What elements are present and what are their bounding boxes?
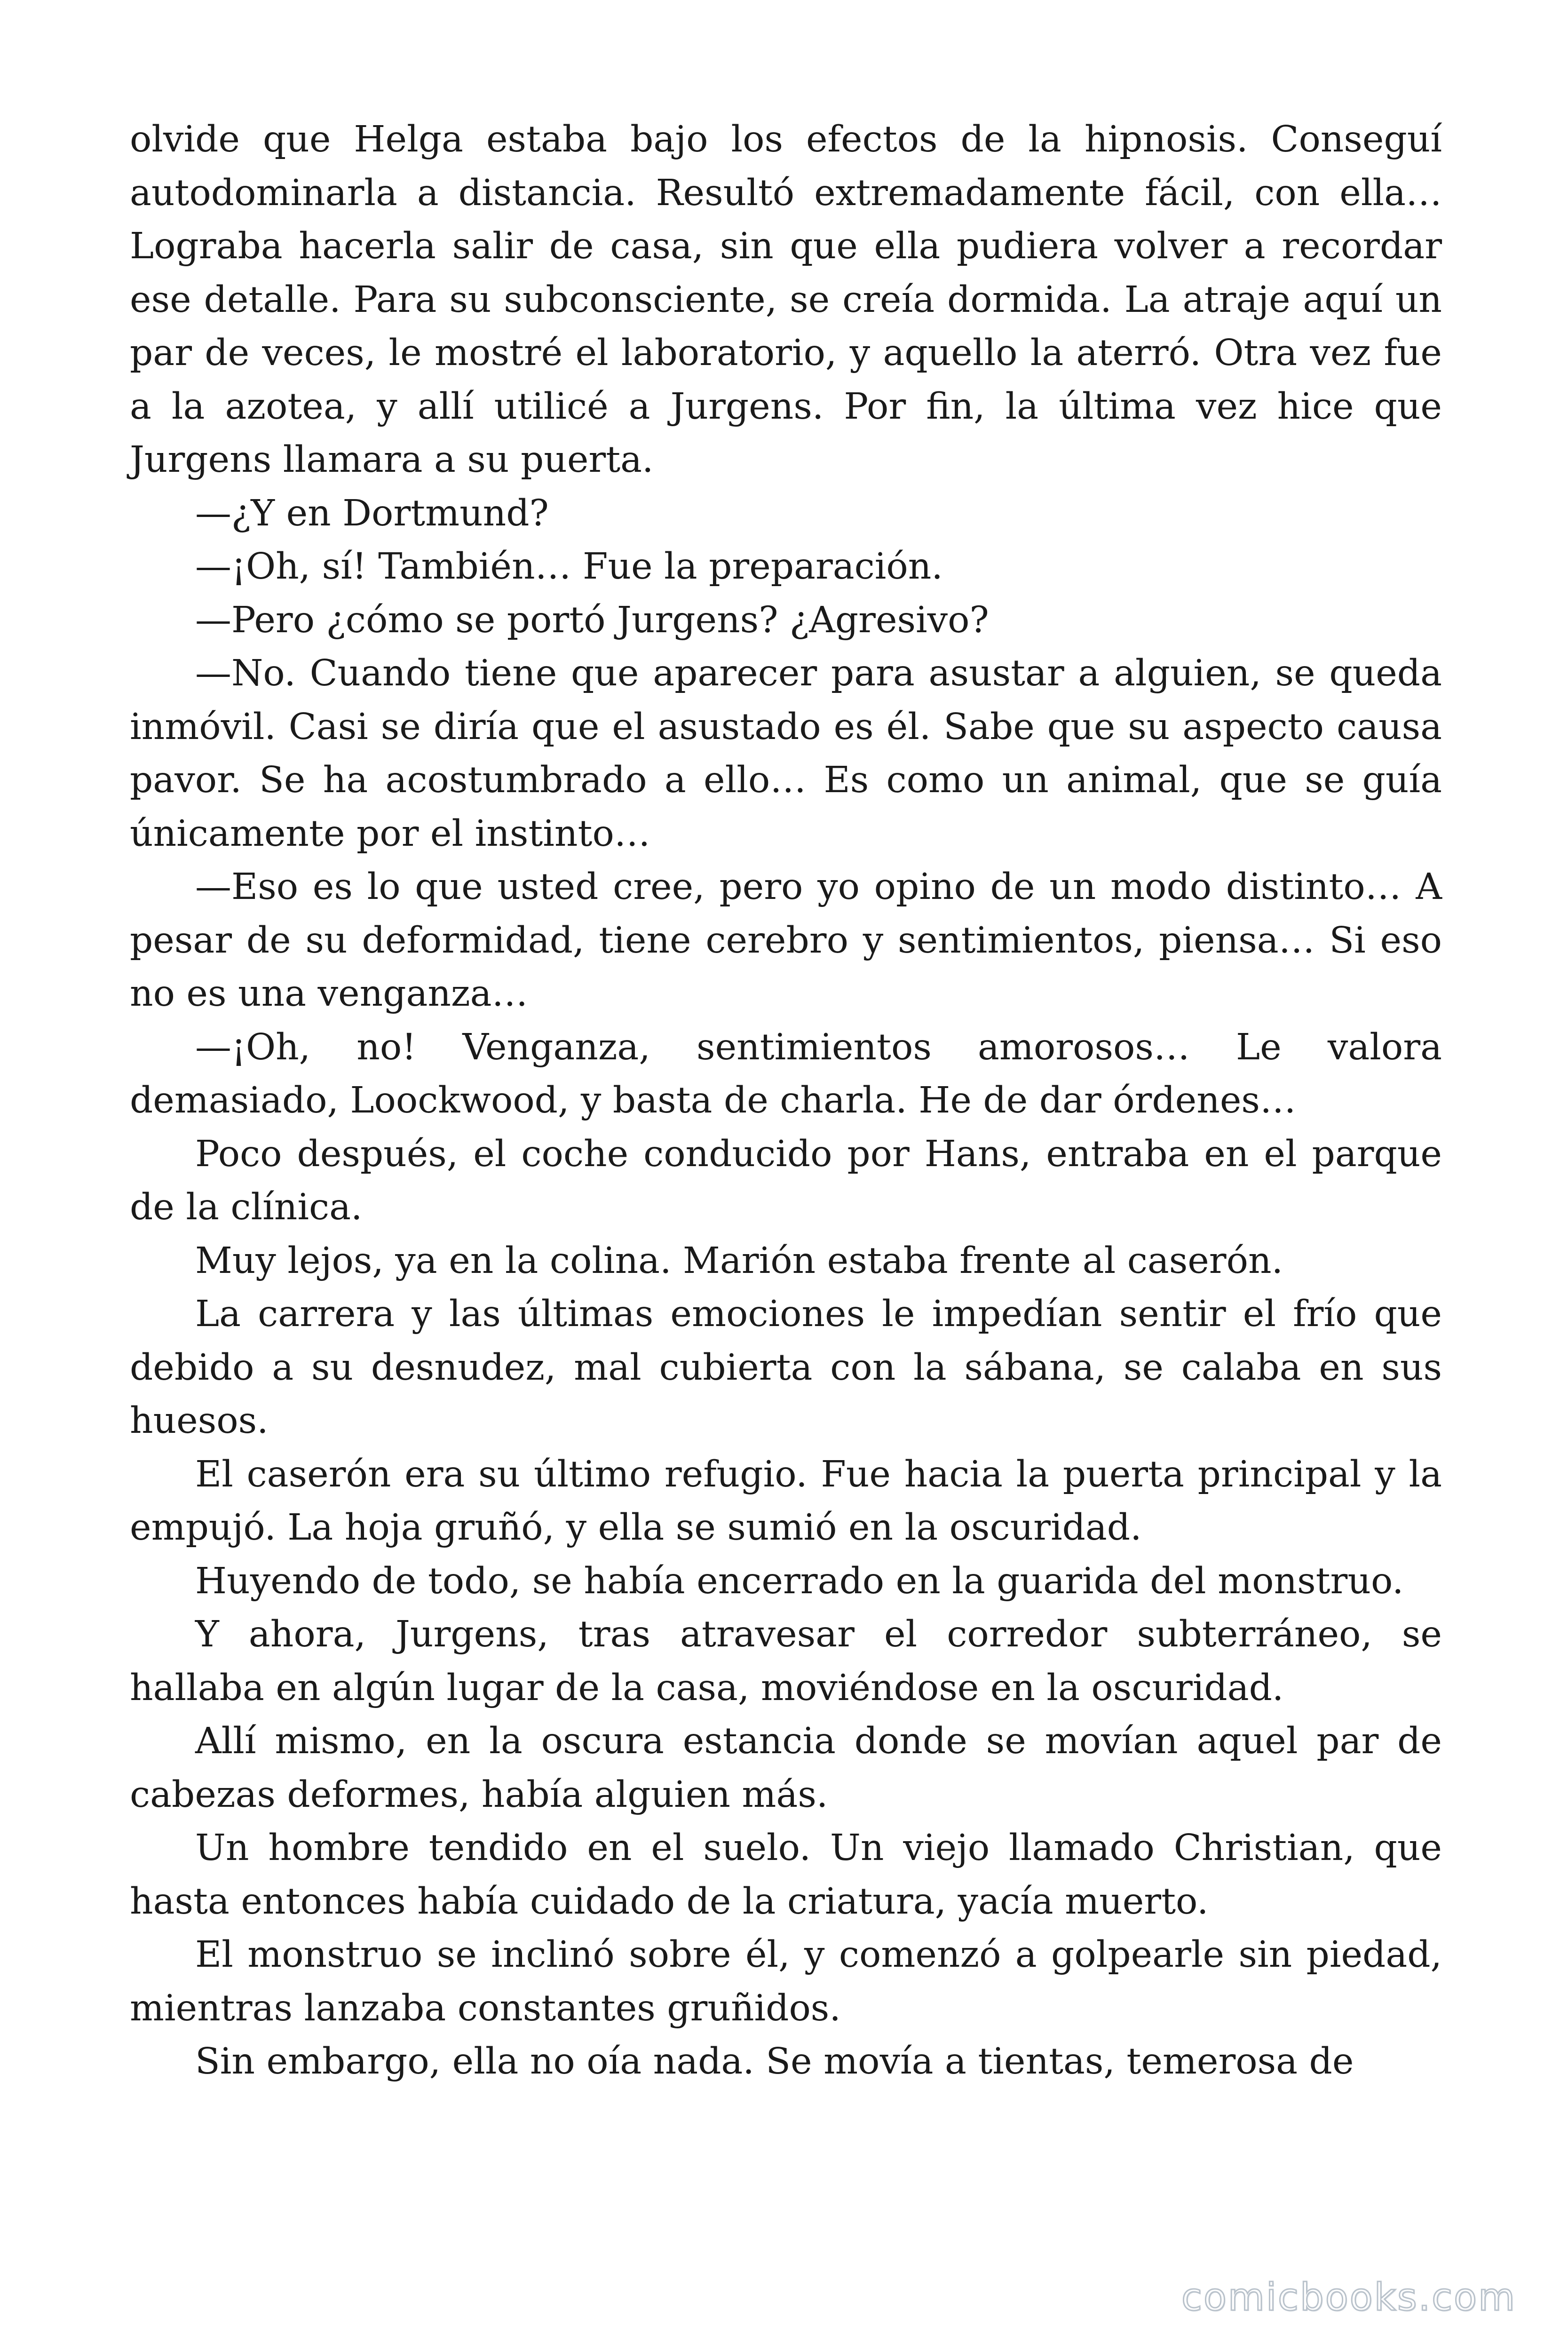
paragraph: Un hombre tendido en el suelo. Un viejo llamado Christian, que hasta entonces había cuidado de la criatura, yacía muerto. [130,1827,1442,1923]
paragraph: Poco después, el coche conducido por Hans, entraba en el parque de la clínica. [130,1133,1442,1228]
paragraph: El monstruo se inclinó sobre él, y comenzó a golpearle sin piedad, mientras lanzaba constantes gruñidos. [130,1934,1442,2029]
paragraph: Y ahora, Jurgens, tras atravesar el corredor subterráneo, se hallaba en algún lugar de la casa, moviéndose en la oscuridad. [130,1613,1442,1709]
paragraph: Muy lejos, ya en la colina. Marión estaba frente al caserón. [195,1240,1283,1282]
paragraph: —No. Cuando tiene que aparecer para asustar a alguien, se queda inmóvil. Casi se diría que el asustado es él. Sabe que su aspecto causa pavor. Se ha acostumbrado a ello… Es como un animal, que se guía únicamente por el instinto… [130,652,1442,855]
paragraph: olvide que Helga estaba bajo los efectos de la hipnosis. Conseguí autodominarla a distancia. Resultó extremadamente fácil, con ella… Lograba hacerla salir de casa, sin que ella pudiera volver a recordar ese detalle. Para su subconsciente, se creía dormida. La atraje aquí un par de veces, le mostré el laboratorio, y aquello la aterró. Otra vez fue a la azotea, y allí utilicé a Jurgens. Por fin, la última vez hice que Jurgens llamara a su puerta. [130,119,1442,481]
paragraph: —Eso es lo que usted cree, pero yo opino de un modo distinto… A pesar de su deformidad, tiene cerebro y sentimientos, piensa… Si eso no es una venganza… [130,866,1442,1015]
paragraph: —Pero ¿cómo se portó Jurgens? ¿Agresivo? [195,599,989,641]
watermark: comicbooks.com [1181,2275,1516,2319]
paragraph: Sin embargo, ella no oía nada. Se movía a tientas, temerosa de [195,2041,1354,2082]
page-body-text [130,113,1442,2089]
paragraph: —¡Oh, no! Venganza, sentimientos amorosos… Le valora demasiado, Loockwood, y basta de charla. He de dar órdenes… [130,1026,1442,1121]
paragraph: La carrera y las últimas emociones le impedían sentir el frío que debido a su desnudez, mal cubierta con la sábana, se calaba en sus huesos. [130,1293,1442,1442]
paragraph: Huyendo de todo, se había encerrado en la guarida del monstruo. [195,1560,1404,1602]
paragraph: —¿Y en Dortmund? [195,492,549,534]
paragraph: El caserón era su último refugio. Fue hacia la puerta principal y la empujó. La hoja gruñó, y ella se sumió en la oscuridad. [130,1453,1442,1549]
paragraph: Allí mismo, en la oscura estancia donde se movían aquel par de cabezas deformes, había alguien más. [130,1720,1442,1816]
paragraph: —¡Oh, sí! También… Fue la preparación. [195,546,943,588]
